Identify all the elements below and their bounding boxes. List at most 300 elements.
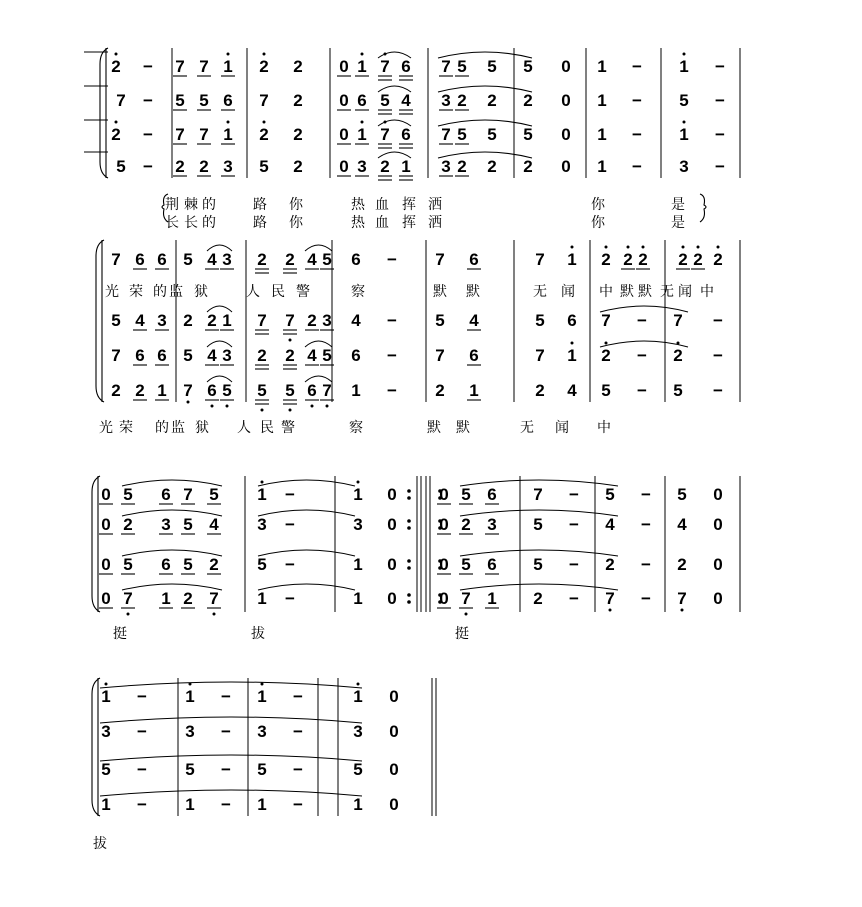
note: 1 xyxy=(357,125,367,144)
high-octave-dot xyxy=(605,246,608,249)
note: 7 xyxy=(673,311,683,330)
lyric-char: 光 xyxy=(99,420,113,436)
note: 5 xyxy=(487,125,497,144)
note: 6 xyxy=(157,346,167,365)
note: 3 xyxy=(157,311,167,330)
lyric-char: 的 xyxy=(153,284,167,300)
slur xyxy=(122,584,222,590)
lyric-char: 默 xyxy=(620,284,634,300)
note: 5 xyxy=(523,57,533,76)
note: 4 xyxy=(605,515,615,534)
repeat-dot xyxy=(407,496,411,500)
note: 0 xyxy=(339,125,349,144)
dash-extension: − xyxy=(715,157,725,176)
note: 2 xyxy=(601,346,611,365)
note: 1 xyxy=(567,250,577,269)
note: 5 xyxy=(175,91,185,110)
high-octave-dot xyxy=(683,53,686,56)
note: 6 xyxy=(401,125,411,144)
high-octave-dot xyxy=(261,683,264,686)
note: 0 xyxy=(389,687,399,706)
note: 3 xyxy=(185,722,195,741)
note: 1 xyxy=(353,687,363,706)
dash-extension: − xyxy=(632,91,642,110)
dash-extension: − xyxy=(569,515,579,534)
note: 2 xyxy=(293,125,303,144)
lyric-char: 默 xyxy=(638,284,652,300)
system-bracket xyxy=(92,476,100,612)
dash-extension: − xyxy=(632,157,642,176)
note: 6 xyxy=(135,250,145,269)
note: 3 xyxy=(222,346,232,365)
note: 7 xyxy=(441,125,451,144)
note: 7 xyxy=(183,381,193,400)
note: 4 xyxy=(677,515,687,534)
high-octave-dot xyxy=(717,246,720,249)
note: 7 xyxy=(461,589,471,608)
note: 5 xyxy=(222,381,232,400)
note: 3 xyxy=(441,91,451,110)
note: 1 xyxy=(353,795,363,814)
lyric-char: 无 xyxy=(660,284,674,300)
note: 2 xyxy=(638,250,648,269)
note: 7 xyxy=(285,311,295,330)
lyric-char: 挺 xyxy=(455,626,469,642)
note: 4 xyxy=(207,346,217,365)
low-octave-dot xyxy=(289,339,292,342)
lyric-char: 路 xyxy=(253,215,267,231)
lyric-char: 无 xyxy=(533,284,547,300)
note: 0 xyxy=(387,589,397,608)
lyric-char: 荣 xyxy=(129,284,143,300)
dash-extension: − xyxy=(641,555,651,574)
lyric-char: 中 xyxy=(597,420,611,436)
dash-extension: − xyxy=(285,555,295,574)
dash-extension: − xyxy=(285,589,295,608)
lyric-char: 警 xyxy=(296,284,310,300)
note: 7 xyxy=(535,346,545,365)
note: 7 xyxy=(380,57,390,76)
dash-extension: − xyxy=(143,157,153,176)
note: 2 xyxy=(175,157,185,176)
note: 2 xyxy=(523,157,533,176)
note: 2 xyxy=(183,311,193,330)
note: 5 xyxy=(183,346,193,365)
note: 3 xyxy=(257,515,267,534)
note: 1 xyxy=(257,485,267,504)
note: 4 xyxy=(135,311,145,330)
note: 0 xyxy=(389,760,399,779)
lyric-char: 民 xyxy=(260,420,274,436)
note: 2 xyxy=(111,57,121,76)
note: 5 xyxy=(353,760,363,779)
high-octave-dot xyxy=(627,246,630,249)
note: 0 xyxy=(389,795,399,814)
lyric-char: 拔 xyxy=(251,626,265,642)
note: 1 xyxy=(185,687,195,706)
lyric-line-2 xyxy=(165,214,685,231)
lyric-char: 洒 xyxy=(428,197,442,213)
lyric-char: 荆 xyxy=(165,197,179,213)
note: 5 xyxy=(183,250,193,269)
dash-extension: − xyxy=(713,381,723,400)
repeat-dot xyxy=(407,489,411,493)
note: 7 xyxy=(199,57,209,76)
note: 3 xyxy=(357,157,367,176)
note: 2 xyxy=(673,346,683,365)
note: 7 xyxy=(111,346,121,365)
note: 2 xyxy=(259,57,269,76)
low-octave-dot xyxy=(609,609,612,612)
note: 2 xyxy=(111,125,121,144)
note: 5 xyxy=(322,346,332,365)
dash-extension: − xyxy=(715,91,725,110)
dash-extension: − xyxy=(713,346,723,365)
note: 5 xyxy=(101,760,111,779)
system-bracket xyxy=(92,678,100,816)
note: 1 xyxy=(101,795,111,814)
note: 5 xyxy=(123,485,133,504)
note: 1 xyxy=(679,125,689,144)
note: 6 xyxy=(223,91,233,110)
dash-extension: − xyxy=(221,795,231,814)
note: 2 xyxy=(461,515,471,534)
note: 0 xyxy=(561,157,571,176)
note: 2 xyxy=(487,91,497,110)
note: 7 xyxy=(259,91,269,110)
note: 4 xyxy=(307,346,317,365)
note: 2 xyxy=(111,381,121,400)
high-octave-dot xyxy=(263,121,266,124)
note: 0 xyxy=(561,125,571,144)
note: 4 xyxy=(401,91,411,110)
low-octave-dot xyxy=(681,609,684,612)
low-octave-dot xyxy=(289,409,292,412)
dash-extension: − xyxy=(637,346,647,365)
note: 2 xyxy=(285,250,295,269)
note: 7 xyxy=(533,485,543,504)
note: 1 xyxy=(401,157,411,176)
repeat-dot xyxy=(407,566,411,570)
dash-extension: − xyxy=(569,485,579,504)
note: 5 xyxy=(457,57,467,76)
note: 0 xyxy=(339,91,349,110)
high-octave-dot xyxy=(697,246,700,249)
note: 3 xyxy=(257,722,267,741)
note: 7 xyxy=(209,589,219,608)
note: 7 xyxy=(535,250,545,269)
slur xyxy=(258,584,355,590)
high-octave-dot xyxy=(571,246,574,249)
note: 3 xyxy=(679,157,689,176)
note: 1 xyxy=(223,125,233,144)
note: 1 xyxy=(185,795,195,814)
lyric-char: 是 xyxy=(671,215,685,231)
low-octave-dot xyxy=(226,405,229,408)
lyric-char: 默 xyxy=(466,284,480,300)
dash-extension: − xyxy=(637,311,647,330)
note: 5 xyxy=(209,485,219,504)
lyric-char: 察 xyxy=(349,420,363,436)
note: 4 xyxy=(351,311,361,330)
dash-extension: − xyxy=(293,687,303,706)
note: 7 xyxy=(605,589,615,608)
note: 2 xyxy=(293,91,303,110)
dash-extension: − xyxy=(143,125,153,144)
note: 1 xyxy=(222,311,232,330)
note: 1 xyxy=(567,346,577,365)
note: 0 xyxy=(387,515,397,534)
lyric-char: 闻 xyxy=(555,420,569,436)
dash-extension: − xyxy=(143,57,153,76)
note: 5 xyxy=(601,381,611,400)
note: 5 xyxy=(183,555,193,574)
note: 2 xyxy=(677,555,687,574)
dash-extension: − xyxy=(641,485,651,504)
note: 6 xyxy=(351,250,361,269)
note: 5 xyxy=(677,485,687,504)
lyric-char: 狱 xyxy=(195,420,209,436)
dash-extension: − xyxy=(293,722,303,741)
repeat-dot xyxy=(407,593,411,597)
dash-extension: − xyxy=(641,515,651,534)
dash-extension: − xyxy=(715,57,725,76)
system-1 xyxy=(84,48,740,180)
lyric-line-5 xyxy=(113,625,469,642)
slur xyxy=(258,550,355,556)
lyric-char: 监 xyxy=(169,284,183,300)
note: 7 xyxy=(111,250,121,269)
low-octave-dot xyxy=(211,405,214,408)
lyric-char: 你 xyxy=(289,215,303,231)
note: 0 xyxy=(101,589,111,608)
note: 2 xyxy=(209,555,219,574)
note: 4 xyxy=(207,250,217,269)
note: 0 xyxy=(439,485,449,504)
note: 7 xyxy=(175,125,185,144)
note: 1 xyxy=(351,381,361,400)
lyric-char: 警 xyxy=(281,420,295,436)
lyric-char: 挥 xyxy=(402,197,416,213)
note: 1 xyxy=(487,589,497,608)
note: 0 xyxy=(439,515,449,534)
high-octave-dot xyxy=(361,53,364,56)
note: 6 xyxy=(161,555,171,574)
note: 1 xyxy=(101,687,111,706)
slur xyxy=(258,510,355,516)
lyric-char: 棘 xyxy=(184,197,198,213)
note: 7 xyxy=(116,91,126,110)
note: 2 xyxy=(601,250,611,269)
lyric-brace-right xyxy=(700,194,706,222)
note: 5 xyxy=(523,125,533,144)
note: 7 xyxy=(435,250,445,269)
system-3 xyxy=(92,476,740,616)
low-octave-dot xyxy=(261,409,264,412)
note: 0 xyxy=(561,91,571,110)
note: 0 xyxy=(389,722,399,741)
high-octave-dot xyxy=(115,121,118,124)
note: 5 xyxy=(185,760,195,779)
lyric-char: 中 xyxy=(599,284,613,300)
lyric-char: 热 xyxy=(351,197,365,213)
high-octave-dot xyxy=(227,53,230,56)
note: 5 xyxy=(533,555,543,574)
note: 1 xyxy=(161,589,171,608)
note: 2 xyxy=(259,125,269,144)
note: 7 xyxy=(435,346,445,365)
note: 1 xyxy=(353,589,363,608)
note: 1 xyxy=(157,381,167,400)
note: 5 xyxy=(380,91,390,110)
note: 1 xyxy=(257,795,267,814)
slur xyxy=(438,152,532,158)
note: 5 xyxy=(257,555,267,574)
note: 3 xyxy=(487,515,497,534)
lyric-char: 人 xyxy=(237,420,251,436)
lyric-char: 拔 xyxy=(93,836,107,852)
note: 2 xyxy=(678,250,688,269)
lyric-char: 民 xyxy=(271,284,285,300)
note: 3 xyxy=(441,157,451,176)
note: 3 xyxy=(101,722,111,741)
note: 2 xyxy=(285,346,295,365)
note: 2 xyxy=(435,381,445,400)
note: 2 xyxy=(257,346,267,365)
note: 1 xyxy=(679,57,689,76)
note: 7 xyxy=(123,589,133,608)
note: 0 xyxy=(713,555,723,574)
note: 2 xyxy=(293,157,303,176)
high-octave-dot xyxy=(683,121,686,124)
repeat-dot xyxy=(407,519,411,523)
note: 0 xyxy=(339,57,349,76)
slur xyxy=(438,86,532,92)
lyric-char: 人 xyxy=(246,284,260,300)
slur xyxy=(438,52,532,58)
note: 1 xyxy=(597,157,607,176)
note: 6 xyxy=(487,555,497,574)
note: 6 xyxy=(469,346,479,365)
dash-extension: − xyxy=(715,125,725,144)
note: 3 xyxy=(353,515,363,534)
dash-extension: − xyxy=(137,795,147,814)
note: 3 xyxy=(222,250,232,269)
note: 2 xyxy=(135,381,145,400)
note: 7 xyxy=(257,311,267,330)
lyric-char: 挥 xyxy=(402,215,416,231)
lyric-line-3 xyxy=(105,283,714,300)
high-octave-dot xyxy=(357,683,360,686)
lyric-char: 长 xyxy=(165,215,179,231)
low-octave-dot xyxy=(187,401,190,404)
note: 2 xyxy=(183,589,193,608)
note: 2 xyxy=(207,311,217,330)
note: 5 xyxy=(535,311,545,330)
lyric-char: 光 xyxy=(105,284,119,300)
dash-extension: − xyxy=(137,722,147,741)
dash-extension: − xyxy=(569,555,579,574)
high-octave-dot xyxy=(361,121,364,124)
note: 0 xyxy=(387,555,397,574)
slur xyxy=(122,480,222,486)
dash-extension: − xyxy=(387,250,397,269)
lyric-char: 中 xyxy=(700,284,714,300)
dash-extension: − xyxy=(285,515,295,534)
repeat-dot xyxy=(407,526,411,530)
note: 0 xyxy=(339,157,349,176)
note: 6 xyxy=(157,250,167,269)
low-octave-dot xyxy=(213,613,216,616)
note: 5 xyxy=(257,760,267,779)
note: 1 xyxy=(353,555,363,574)
lyric-char: 荣 xyxy=(119,420,133,436)
note: 0 xyxy=(713,485,723,504)
note: 5 xyxy=(199,91,209,110)
note: 6 xyxy=(487,485,497,504)
dash-extension: − xyxy=(632,57,642,76)
repeat-dot xyxy=(407,600,411,604)
note: 0 xyxy=(713,515,723,534)
note: 1 xyxy=(257,687,267,706)
dash-extension: − xyxy=(293,760,303,779)
note: 5 xyxy=(285,381,295,400)
repeat-dot xyxy=(407,559,411,563)
dash-extension: − xyxy=(137,760,147,779)
lyric-char: 默 xyxy=(456,420,470,436)
note: 1 xyxy=(257,589,267,608)
lyric-char: 血 xyxy=(375,215,389,231)
high-octave-dot xyxy=(682,246,685,249)
note: 5 xyxy=(605,485,615,504)
note: 5 xyxy=(461,555,471,574)
dash-extension: − xyxy=(387,346,397,365)
note: 6 xyxy=(357,91,367,110)
note: 1 xyxy=(597,125,607,144)
note: 5 xyxy=(679,91,689,110)
note: 6 xyxy=(351,346,361,365)
slur xyxy=(258,480,355,486)
dash-extension: − xyxy=(285,485,295,504)
slur xyxy=(438,120,532,126)
lyric-char: 你 xyxy=(591,215,605,231)
note: 1 xyxy=(357,57,367,76)
slur xyxy=(122,510,222,516)
note: 0 xyxy=(439,589,449,608)
lyric-char: 的 xyxy=(155,420,169,436)
high-octave-dot xyxy=(115,53,118,56)
lyric-char: 无 xyxy=(520,420,534,436)
note: 2 xyxy=(487,157,497,176)
high-octave-dot xyxy=(605,342,608,345)
lyric-char: 热 xyxy=(351,215,365,231)
lyric-char: 挺 xyxy=(113,626,127,642)
lyric-char: 洒 xyxy=(428,215,442,231)
note: 6 xyxy=(307,381,317,400)
low-octave-dot xyxy=(326,405,329,408)
note: 5 xyxy=(123,555,133,574)
note: 4 xyxy=(209,515,219,534)
lyric-line-4 xyxy=(99,419,611,436)
lyric-char: 闻 xyxy=(678,284,692,300)
note: 0 xyxy=(101,485,111,504)
lyric-char: 长 xyxy=(184,215,198,231)
note: 2 xyxy=(693,250,703,269)
dash-extension: − xyxy=(713,311,723,330)
note: 0 xyxy=(439,555,449,574)
system-bracket xyxy=(100,48,108,178)
note: 7 xyxy=(601,311,611,330)
